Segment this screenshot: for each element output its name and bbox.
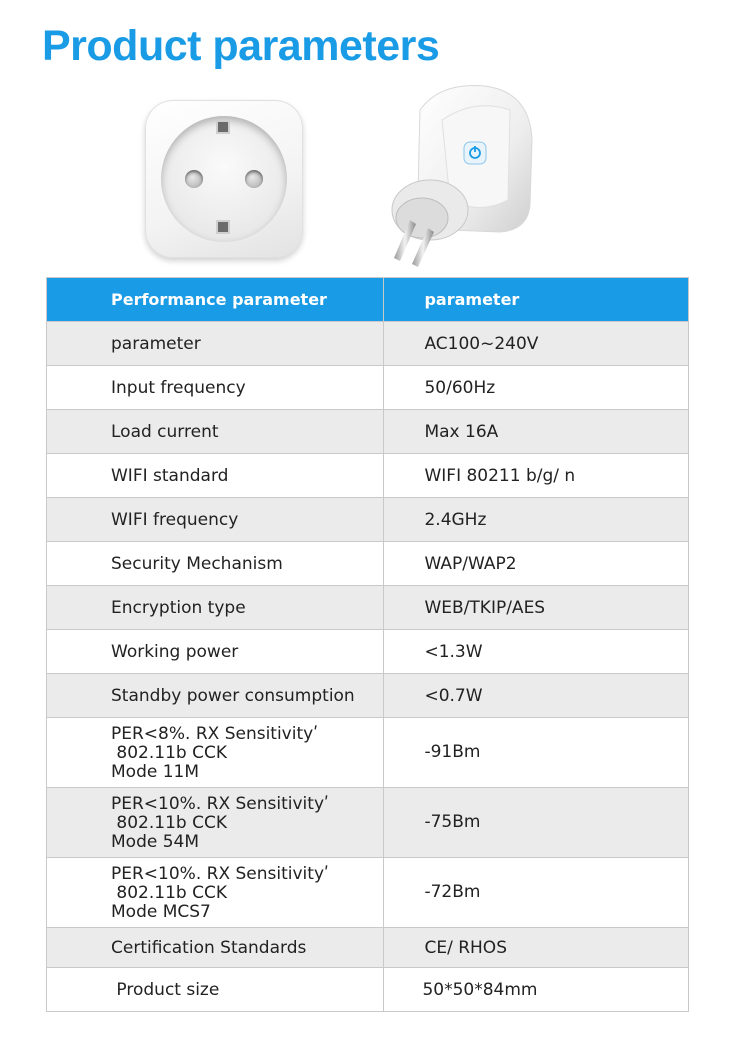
row-label: Standby power consumption <box>47 674 384 718</box>
page-title: Product parameters <box>42 22 440 70</box>
row-label: Encryption type <box>47 586 384 630</box>
row-value: WAP/WAP2 <box>384 542 689 586</box>
row-label: PER<8%. RX Sensitivityʹ 802.11b CCK Mode 11M <box>47 718 384 788</box>
row-value: WEB/TKIP/AES <box>384 586 689 630</box>
row-value: -72Bm <box>384 858 689 928</box>
table-row <box>47 542 689 586</box>
row-value: <1.3W <box>384 630 689 674</box>
row-label: WIFI frequency <box>47 498 384 542</box>
table-row <box>47 322 689 366</box>
header-parameter: parameter <box>384 278 689 322</box>
table-row <box>47 630 689 674</box>
smart-plug-side-image <box>380 80 550 270</box>
row-value: 50*50*84mm <box>384 968 689 1012</box>
row-value: 2.4GHz <box>384 498 689 542</box>
row-value: WIFI 80211 b/g/ n <box>384 454 689 498</box>
row-label: Working power <box>47 630 384 674</box>
row-value: AC100~240V <box>384 322 689 366</box>
row-label: PER<10%. RX Sensitivityʹ 802.11b CCK Mode 54M <box>47 788 384 858</box>
table-row <box>47 674 689 718</box>
row-label: parameter <box>47 322 384 366</box>
table-row <box>47 410 689 454</box>
table-row <box>47 454 689 498</box>
table-row <box>47 928 689 968</box>
row-label: Load current <box>47 410 384 454</box>
row-label: Certification Standards <box>47 928 384 968</box>
row-label: Input frequency <box>47 366 384 410</box>
table-row <box>47 858 689 928</box>
row-label: Product size <box>47 968 384 1012</box>
row-value: -75Bm <box>384 788 689 858</box>
parameters-table <box>46 277 689 1012</box>
table-row <box>47 586 689 630</box>
row-label: PER<10%. RX Sensitivityʹ 802.11b CCK Mode MCS7 <box>47 858 384 928</box>
row-value: CE/ RHOS <box>384 928 689 968</box>
table-row <box>47 968 689 1012</box>
row-label: WIFI standard <box>47 454 384 498</box>
row-value: <0.7W <box>384 674 689 718</box>
row-label: Security Mechanism <box>47 542 384 586</box>
table-row <box>47 718 689 788</box>
smart-plug-front-image <box>145 100 303 258</box>
table-row <box>47 788 689 858</box>
row-value: -91Bm <box>384 718 689 788</box>
table-row <box>47 498 689 542</box>
header-performance-parameter: Performance parameter <box>47 278 384 322</box>
product-images <box>0 80 750 270</box>
table-row <box>47 366 689 410</box>
row-value: Max 16A <box>384 410 689 454</box>
row-value: 50/60Hz <box>384 366 689 410</box>
table-header-row <box>47 278 689 322</box>
